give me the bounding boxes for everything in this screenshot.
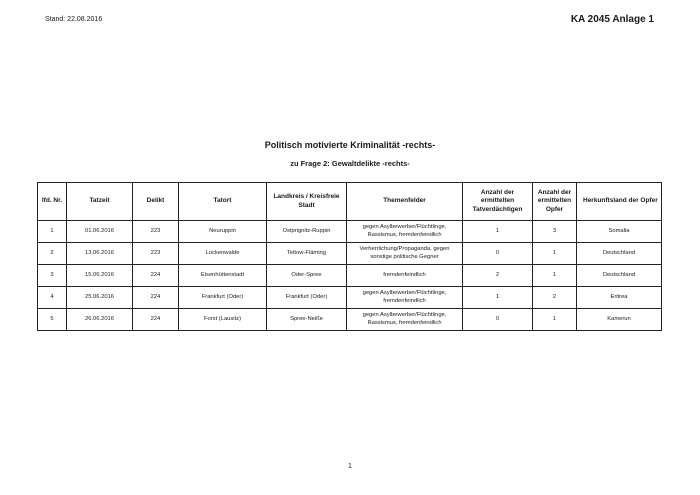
cell-herkunft: Deutschland bbox=[577, 265, 662, 287]
cell-tatzeit: 01.06.2016 bbox=[67, 221, 133, 243]
cell-landkreis: Frankfurt (Oder) bbox=[267, 287, 347, 309]
cell-opfer: 3 bbox=[533, 221, 577, 243]
cell-herkunft: Deutschland bbox=[577, 243, 662, 265]
cell-tatverdaechtige: 0 bbox=[463, 243, 533, 265]
col-header-landkreis: Landkreis / Kreisfreie Stadt bbox=[267, 183, 347, 221]
cell-opfer: 2 bbox=[533, 287, 577, 309]
cell-tatort: Forst (Lausitz) bbox=[179, 309, 267, 331]
cell-herkunft: Somalia bbox=[577, 221, 662, 243]
cell-opfer: 1 bbox=[533, 243, 577, 265]
cell-nr: 3 bbox=[38, 265, 67, 287]
cell-landkreis: Teltow-Fläming bbox=[267, 243, 347, 265]
cell-tatverdaechtige: 2 bbox=[463, 265, 533, 287]
col-header-themenfelder: Themenfelder bbox=[347, 183, 463, 221]
cell-delikt: 224 bbox=[133, 265, 179, 287]
page-number: 1 bbox=[348, 463, 352, 470]
cell-landkreis: Ostprignitz-Ruppin bbox=[267, 221, 347, 243]
cell-nr: 5 bbox=[38, 309, 67, 331]
cell-themenfelder: gegen Asylbewerber/Flüchtlinge, fremdenfeindlich bbox=[347, 287, 463, 309]
document-reference: KA 2045 Anlage 1 bbox=[570, 14, 654, 25]
cell-tatzeit: 13.06.2016 bbox=[67, 243, 133, 265]
cell-nr: 2 bbox=[38, 243, 67, 265]
cell-landkreis: Spree-Neiße bbox=[267, 309, 347, 331]
cell-herkunft: Kamerun bbox=[577, 309, 662, 331]
col-header-opfer: Anzahl der ermittelten Opfer bbox=[533, 183, 577, 221]
cell-tatzeit: 25.06.2016 bbox=[67, 287, 133, 309]
table-header-row bbox=[38, 183, 662, 221]
offense-table bbox=[37, 182, 662, 331]
stand-date: Stand: 22.08.2016 bbox=[45, 16, 103, 23]
col-header-tatzeit: Tatzeit bbox=[67, 183, 133, 221]
cell-herkunft: Eritrea bbox=[577, 287, 662, 309]
cell-nr: 1 bbox=[38, 221, 67, 243]
table-row bbox=[38, 243, 662, 265]
table-row bbox=[38, 265, 662, 287]
cell-delikt: 224 bbox=[133, 287, 179, 309]
cell-themenfelder: gegen Asylbewerber/Flüchtlinge, Rassismus, fremdenfeindlich bbox=[347, 309, 463, 331]
cell-tatort: Frankfurt (Oder) bbox=[179, 287, 267, 309]
document-title: Politisch motivierte Kriminalität -rechts- bbox=[264, 140, 436, 150]
cell-tatort: Neuruppin bbox=[179, 221, 267, 243]
table-row bbox=[38, 287, 662, 309]
cell-tatort: Luckenwalde bbox=[179, 243, 267, 265]
cell-tatverdaechtige: 1 bbox=[463, 287, 533, 309]
cell-tatort: Eisenhüttenstadt bbox=[179, 265, 267, 287]
cell-themenfelder: gegen Asylbewerber/Flüchtlinge, Rassismus, fremdenfeindlich bbox=[347, 221, 463, 243]
cell-themenfelder: fremdenfeindlich bbox=[347, 265, 463, 287]
cell-tatverdaechtige: 1 bbox=[463, 221, 533, 243]
table-row bbox=[38, 221, 662, 243]
cell-landkreis: Oder-Spree bbox=[267, 265, 347, 287]
cell-tatverdaechtige: 0 bbox=[463, 309, 533, 331]
col-header-nr: lfd. Nr. bbox=[38, 183, 67, 221]
cell-tatzeit: 15.06.2016 bbox=[67, 265, 133, 287]
cell-themenfelder: Verherrlichung/Propaganda, gegen sonstige politische Gegner bbox=[347, 243, 463, 265]
cell-opfer: 1 bbox=[533, 265, 577, 287]
cell-tatzeit: 26.06.2016 bbox=[67, 309, 133, 331]
cell-opfer: 1 bbox=[533, 309, 577, 331]
document-subtitle: zu Frage 2: Gewaltdelikte -rechts- bbox=[290, 159, 410, 168]
cell-delikt: 223 bbox=[133, 221, 179, 243]
col-header-tatort: Tatort bbox=[179, 183, 267, 221]
col-header-herkunft: Herkunftsland der Opfer bbox=[577, 183, 662, 221]
cell-nr: 4 bbox=[38, 287, 67, 309]
cell-delikt: 224 bbox=[133, 309, 179, 331]
table-row bbox=[38, 309, 662, 331]
cell-delikt: 223 bbox=[133, 243, 179, 265]
col-header-tatverdaechtige: Anzahl der ermittelten Tatverdächtigen bbox=[463, 183, 533, 221]
col-header-delikt: Delikt bbox=[133, 183, 179, 221]
